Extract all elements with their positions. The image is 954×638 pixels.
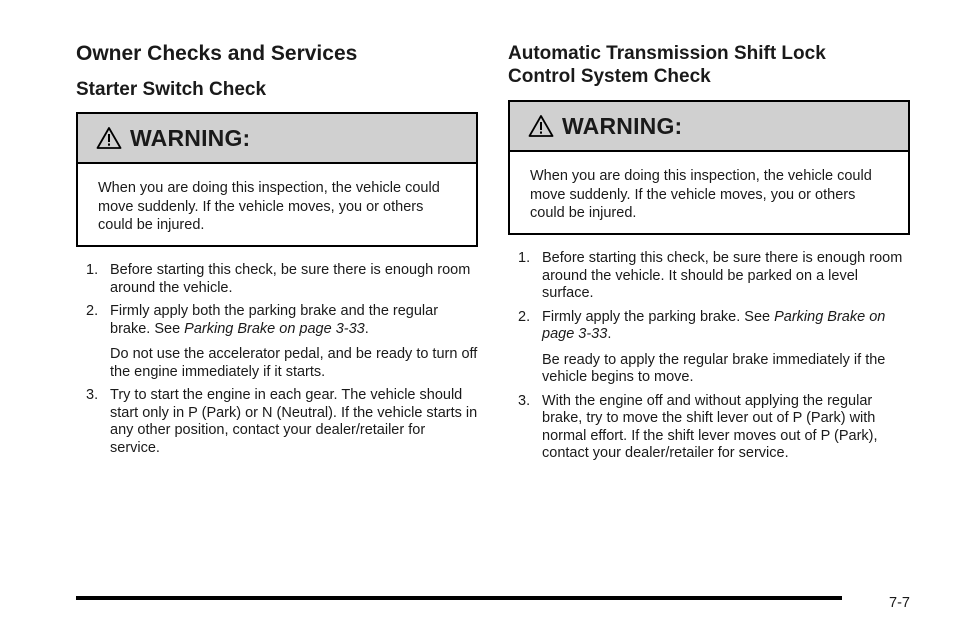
subsection-title-shift-lock-line2: Control System Check bbox=[508, 66, 711, 87]
page-reference-link[interactable]: Parking Brake on page 3-33 bbox=[542, 308, 886, 342]
warning-triangle-icon bbox=[96, 126, 122, 150]
list-item bbox=[86, 262, 478, 297]
section-title: Owner Checks and Services bbox=[76, 42, 358, 65]
footer-rule bbox=[76, 596, 842, 600]
step-text-end: . bbox=[364, 320, 369, 337]
warning-box-right bbox=[508, 100, 910, 235]
subsection-title-starter-switch: Starter Switch Check bbox=[76, 79, 267, 100]
step-text: With the engine off and without applying the regular brake, try to move the shift lever out of P (Park) with normal effort. If the shift lever moves out of P (Park), contact your dealer/retailer for service. bbox=[542, 392, 878, 461]
list-item bbox=[86, 303, 478, 381]
step-number: 2. bbox=[86, 303, 99, 319]
page-number: 7-7 bbox=[889, 595, 910, 611]
warning-title: WARNING: bbox=[562, 112, 683, 139]
list-item bbox=[518, 309, 910, 387]
warning-title: WARNING: bbox=[130, 124, 251, 151]
step-text: Firmly apply the parking brake. See bbox=[542, 308, 775, 325]
step-note: Do not use the accelerator pedal, and be ready to turn off the engine immediately if it starts. bbox=[110, 346, 478, 380]
page-reference-link[interactable]: Parking Brake on page 3-33 bbox=[184, 320, 365, 337]
step-text: Firmly apply both the parking brake and the regular brake. See bbox=[110, 303, 439, 337]
step-number: 3. bbox=[518, 392, 531, 409]
step-number: 3. bbox=[86, 387, 99, 403]
step-text: Try to start the engine in each gear. The vehicle should start only in P (Park) or N (Neutral). If the vehicle starts in any other position, contact your dealer/retailer for service. bbox=[110, 387, 478, 456]
warning-triangle-icon bbox=[528, 114, 554, 138]
subsection-title-shift-lock-line1: Automatic Transmission Shift Lock bbox=[508, 43, 826, 64]
step-text: Before starting this check, be sure there is enough room around the vehicle. It should be parked on a level surface. bbox=[542, 250, 903, 301]
list-item bbox=[518, 393, 910, 463]
step-number: 2. bbox=[518, 308, 531, 325]
step-text-end: . bbox=[607, 326, 612, 342]
warning-text: When you are doing this inspection, the vehicle could move suddenly. If the vehicle moves, you or others could be injured. bbox=[530, 168, 872, 221]
step-text: Before starting this check, be sure there is enough room around the vehicle. bbox=[110, 262, 471, 296]
list-item bbox=[86, 387, 478, 457]
warning-box-left bbox=[76, 112, 478, 247]
step-number: 1. bbox=[518, 250, 531, 266]
step-number: 1. bbox=[86, 262, 99, 278]
warning-header bbox=[510, 102, 908, 152]
steps-list-right bbox=[518, 250, 910, 469]
warning-header bbox=[78, 114, 476, 164]
warning-text: When you are doing this inspection, the vehicle could move suddenly. If the vehicle moves, you or others could be injured. bbox=[98, 180, 440, 233]
steps-list-left bbox=[86, 262, 478, 463]
step-note: Be ready to apply the regular brake immediately if the vehicle begins to move. bbox=[542, 351, 886, 385]
list-item bbox=[518, 250, 910, 303]
